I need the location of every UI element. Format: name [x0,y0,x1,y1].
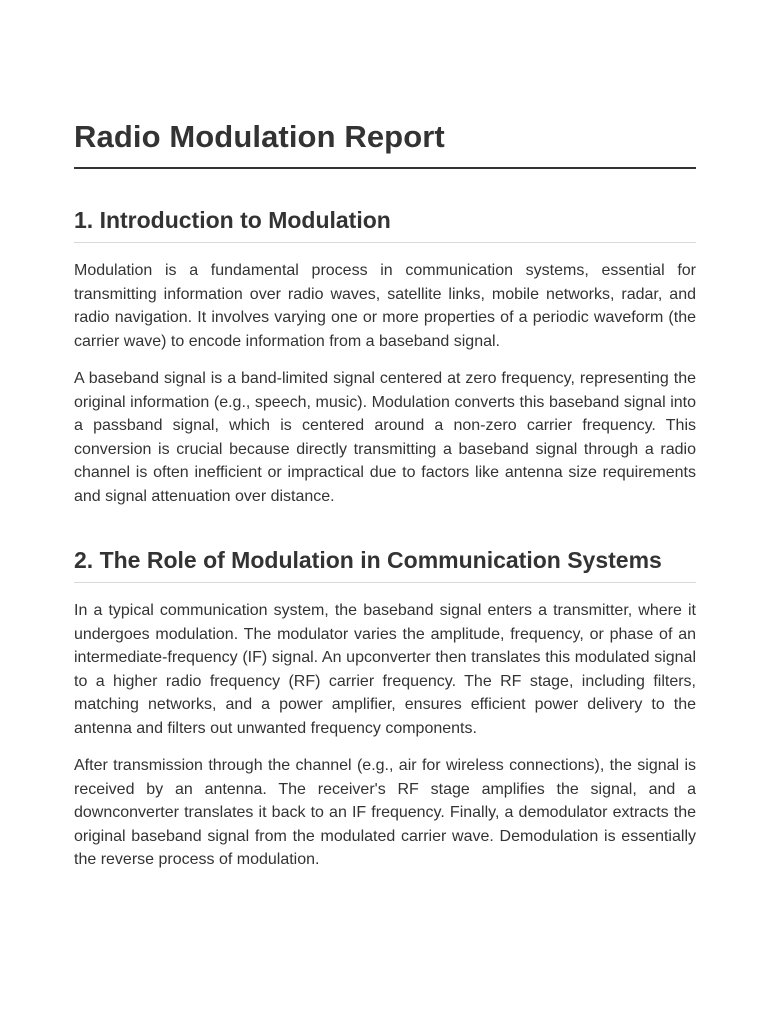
section-divider [74,582,696,583]
section-divider [74,242,696,243]
document-page [74,0,696,872]
paragraph: Modulation is a fundamental process in communication systems, essential for transmitting information over radio waves, satellite links, mobile networks, radar, and radio navigation. It involves varying one or more properties of a periodic waveform (the carrier wave) to encode information from a baseband signal. [74,262,696,350]
section-heading: 2. The Role of Modulation in Communication Systems [74,547,662,573]
paragraph: In a typical communication system, the baseband signal enters a transmitter, where it undergoes modulation. The modulator varies the amplitude, frequency, or phase of an intermediate-frequency (IF) signal. An upconverter then translates this modulated signal to a higher radio frequency (RF) carrier frequency. The RF stage, including filters, matching networks, and a power amplifier, ensures efficient power delivery to the antenna and filters out unwanted frequency components. [74,602,696,737]
paragraph: After transmission through the channel (e.g., air for wireless connections), the signal is received by an antenna. The receiver's RF stage amplifies the signal, and a downconverter translates it back to an IF frequency. Finally, a demodulator extracts the original baseband signal from the modulated carrier wave. Demodulation is essentially the reverse process of modulation. [74,757,696,868]
page-title: Radio Modulation Report [74,119,445,154]
section-introduction [74,205,696,508]
section-heading: 1. Introduction to Modulation [74,207,391,233]
title-divider [74,167,696,169]
paragraph: A baseband signal is a band-limited signal centered at zero frequency, representing the original information (e.g., speech, music). Modulation converts this baseband signal into a passband signal, which is centered around a non-zero carrier frequency. This conversion is crucial because directly transmitting a baseband signal through a radio channel is often inefficient or impractical due to factors like antenna size requirements and signal attenuation over distance. [74,370,696,505]
section-role-of-modulation [74,545,696,872]
